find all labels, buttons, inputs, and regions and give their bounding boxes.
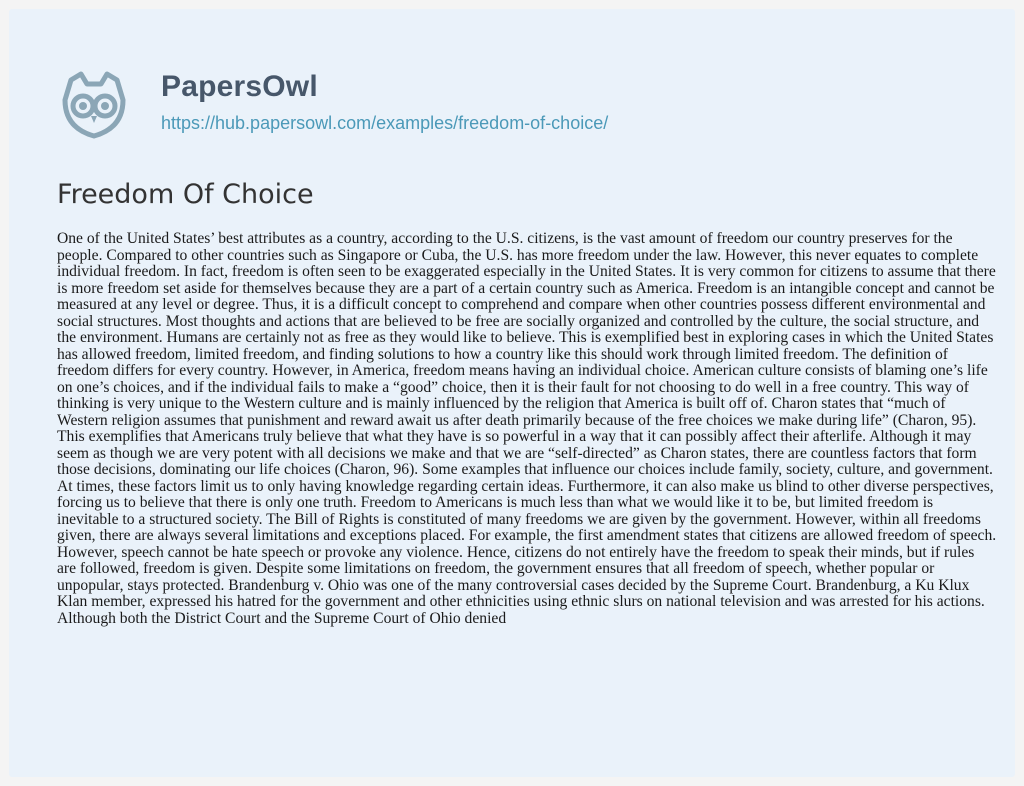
- brand-name: PapersOwl: [161, 70, 318, 103]
- document-page: [9, 9, 1015, 777]
- page-title: Freedom Of Choice: [57, 179, 314, 210]
- source-url-link[interactable]: https://hub.papersowl.com/examples/freedom-of-choice/: [161, 113, 609, 133]
- owl-icon: [57, 70, 131, 140]
- essay-body: One of the United States’ best attributes as a country, according to the U.S. citizens, is the vast amount of freedom our country preserves for the people. Compared to other countries such as Singapore or Cuba, the U.S. has more freedom under the law. However, this never equates to complete individual freedom. In fact, freedom is often seen to be exaggerated especially in the United States. It is very common for citizens to assume that there is more freedom set aside for themselves because they are a part of a certain country such as America. Freedom is an intangible concept and cannot be measured at any level or degree. Thus, it is a difficult concept to comprehend and compare when other countries possess different environmental and social structures. Most thoughts and actions that are believed to be free are socially organized and controlled by the culture, the social structure, and the environment. Humans are certainly not as free as they would like to believe. This is exemplified best in exploring cases in which the United States has allowed freedom, limited freedom, and finding solutions to how a country like this should work through limited freedom. The definition of freedom differs for every country. However, in America, freedom means having an individual choice. American culture consists of blaming one’s life on one’s choices, and if the individual fails to make a “good” choice, then it is their fault for not choosing to do well in a free country. This way of thinking is very unique to the Western culture and is mainly influenced by the religion that America is built off of. Charon states that “much of Western religion assumes that punishment and reward await us after death primarily because of the free choices we make during life” (Charon, 95). This exemplifies that Americans truly believe that what they have is so powerful in a way that it can possibly affect their afterlife. Although it may seem as though we are very potent with all decisions we make and that we are “self-directed” as Charon states, there are countless factors that form those decisions, dominating our life choices (Charon, 96). Some examples that influence our choices include family, society, culture, and government. At times, these factors limit us to only having knowledge regarding certain ideas. Furthermore, it can also make us blind to other diverse perspectives, forcing us to believe that there is only one truth. Freedom to Americans is much less than what we would like it to be, but limited freedom is inevitable to a structured society. The Bill of Rights is constituted of many freedoms we are given by the government. However, within all freedoms given, there are always several limitations and exceptions placed. For example, the first amendment states that citizens are allowed freedom of speech. However, speech cannot be hate speech or provoke any violence. Hence, citizens do not entirely have the freedom to speak their minds, but if rules are followed, freedom is given. Despite some limitations on freedom, the government ensures that all freedom of speech, whether popular or unpopular, stays protected. Brandenburg v. Ohio was one of the many controversial cases decided by the Supreme Court. Brandenburg, a Ku Klux Klan member, expressed his hatred for the government and other ethnicities using ethnic slurs on national television and was arrested for his actions. Although both the District Court and the Supreme Court of Ohio denied: [57, 230, 997, 627]
